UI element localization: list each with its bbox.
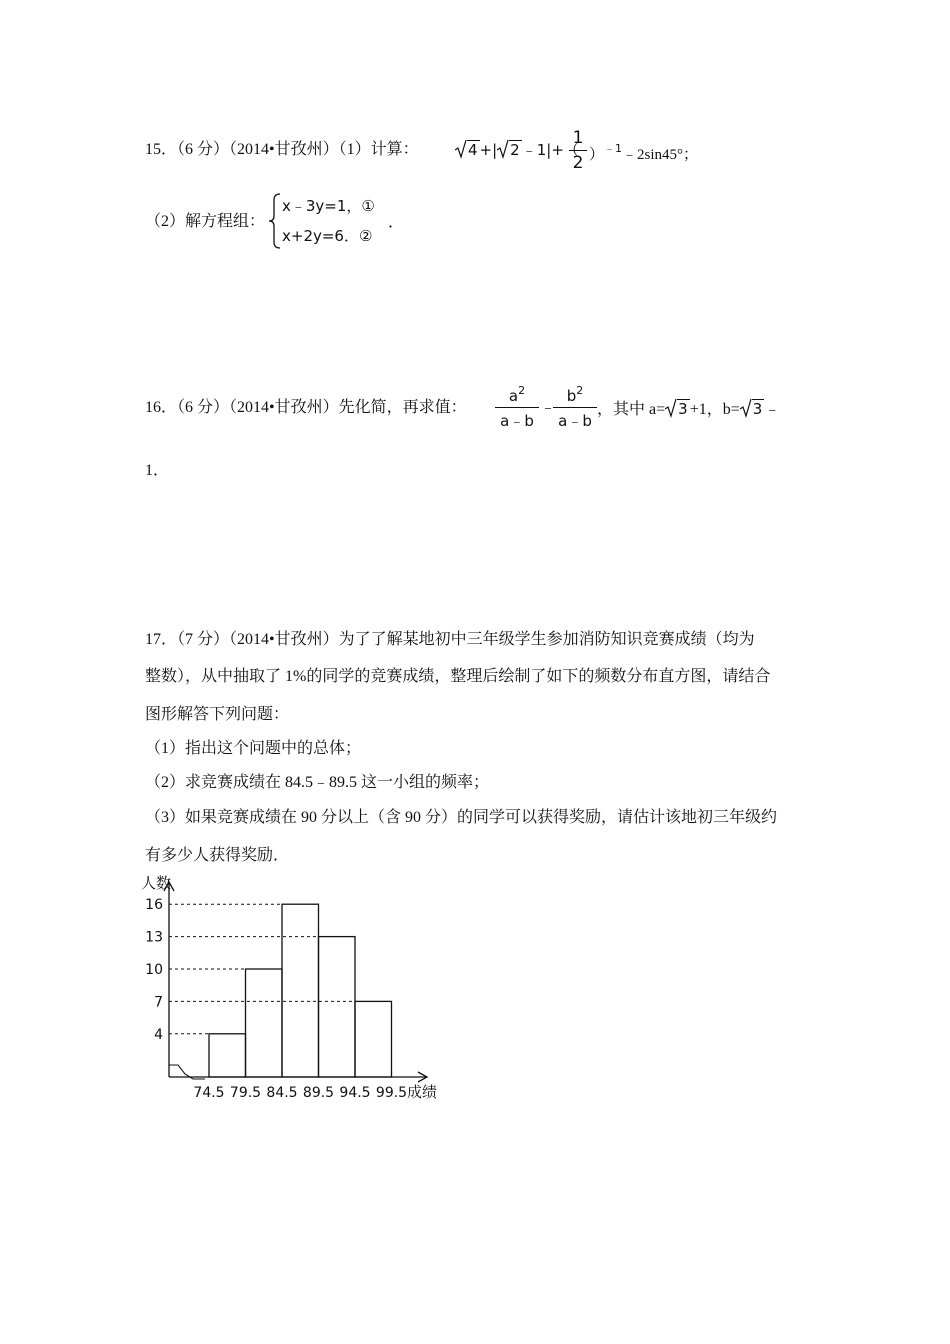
q16-stem: 先化简，再求值： xyxy=(338,399,467,416)
q16-cond-minus: ﹣ xyxy=(764,401,781,418)
x-tick-label-94.5: 94.5 xyxy=(339,1085,371,1101)
q15-score: （6 分） xyxy=(177,141,230,158)
frequency-histogram xyxy=(135,870,455,1105)
radical-sign-icon xyxy=(497,139,509,159)
x-tick-label-79.5: 79.5 xyxy=(229,1085,262,1101)
q17-score: （7 分） xyxy=(177,631,230,648)
q17-sub3b: 有多少人获得奖励． xyxy=(145,847,290,864)
y-tick-label-7: 7 xyxy=(154,994,163,1011)
q15-expression xyxy=(455,139,579,160)
q15-number: 15． xyxy=(145,141,178,158)
x-axis-label: 成绩 xyxy=(407,1083,438,1101)
q16-fraction-a xyxy=(495,384,539,431)
q15-line1 xyxy=(145,140,419,160)
q15-close-paren: ） xyxy=(589,145,605,163)
histogram-bar-74.5-79.5 xyxy=(209,1034,246,1077)
y-tick-label-16: 16 xyxy=(145,897,163,914)
q16-frac2-den: a﹣b xyxy=(558,412,592,430)
q17-sub2: （2）求竞赛成绩在 84.5﹣89.5 这一小组的频率； xyxy=(145,774,490,791)
q16-frac1-num-base: a xyxy=(508,387,519,405)
q16-score: （6 分） xyxy=(177,399,230,416)
q15-eq2: x+2y=6．② xyxy=(282,227,373,245)
q16-fraction-b xyxy=(553,384,597,431)
histogram-bar-84.5-89.5 xyxy=(282,904,319,1077)
q17-sub1: （1）指出这个问题中的总体； xyxy=(145,740,362,757)
sqrt-2: 2 xyxy=(497,139,522,160)
x-tick-label-89.5: 89.5 xyxy=(302,1085,335,1101)
q16-frac2-num-exp: 2 xyxy=(576,384,584,397)
left-brace-icon xyxy=(268,192,282,250)
q16-frac1-num-exp: 2 xyxy=(518,384,526,397)
q15-frac-den: 2 xyxy=(572,153,584,173)
q17-sub3: （3）如果竞赛成绩在 90 分以上（含 90 分）的同学可以获得奖励，请估计该地初三年级约 xyxy=(145,809,778,826)
y-tick-label-13: 13 xyxy=(145,929,163,946)
q16-minus: ﹣ xyxy=(540,399,557,416)
y-tick-label-4: 4 xyxy=(154,1026,163,1043)
q16-cond-mid: +1，b= xyxy=(689,401,740,418)
q16-number: 16． xyxy=(145,399,178,416)
q15-eq1: x﹣3y=1，① xyxy=(282,197,375,215)
y-axis-label: 人数 xyxy=(141,874,172,892)
q15-source: （2014•甘孜州） xyxy=(229,141,339,158)
x-tick-label-99.5: 99.5 xyxy=(375,1085,408,1101)
q15-abs-open: +| xyxy=(479,141,498,159)
q16-frac1-den: a﹣b xyxy=(500,412,534,430)
radical-sign-icon xyxy=(665,398,677,418)
x-tick-label-74.5: 74.5 xyxy=(193,1085,225,1101)
q15-eq-end: ． xyxy=(388,214,405,231)
q15-expression-tail xyxy=(589,139,698,165)
q15-abs-rest: ﹣1|+（ xyxy=(521,141,579,159)
q15-fraction-half xyxy=(569,128,587,173)
q16-cond-prefix: ，其中 a= xyxy=(597,401,666,418)
q17-number: 17． xyxy=(145,631,178,648)
q15-tail: ﹣2sin45°； xyxy=(622,147,699,163)
sqrt-3-a: 3 xyxy=(665,398,690,419)
q17-line1-tail: 为了了解某地初中三年级学生参加消防知识竞赛成绩（均为 xyxy=(338,631,755,648)
q16-frac2-num-base: b xyxy=(566,387,577,405)
radical-sign-icon xyxy=(740,398,752,418)
radical-sign-icon xyxy=(455,139,467,159)
x-tick-label-84.5: 84.5 xyxy=(266,1085,298,1101)
q15-frac-num: 1 xyxy=(569,128,587,151)
sqrt-4: 4 xyxy=(455,139,480,160)
q16-condition xyxy=(597,398,780,420)
histogram-bar-79.5-84.5 xyxy=(246,969,283,1077)
q15-exponent: ﹣1 xyxy=(604,142,623,155)
sqrt-3-b: 3 xyxy=(740,398,765,419)
q15-part1-label: （1）计算： xyxy=(338,141,419,158)
q16-cond-end: 1． xyxy=(145,462,170,479)
q16-line1 xyxy=(145,398,467,418)
q17-line1 xyxy=(145,630,755,650)
histogram-bar-94.5-99.5 xyxy=(355,1001,392,1077)
q16-source: （2014•甘孜州） xyxy=(229,399,339,416)
y-tick-label-10: 10 xyxy=(145,962,163,978)
q17-line3: 图形解答下列问题： xyxy=(145,706,290,723)
histogram-bar-89.5-94.5 xyxy=(319,937,356,1077)
q17-line2: 整数），从中抽取了 1%的同学的竞赛成绩，整理后绘制了如下的频数分布直方图，请结合 xyxy=(145,668,771,685)
q15-part2-label: （2）解方程组： xyxy=(145,213,266,230)
q17-source: （2014•甘孜州） xyxy=(229,631,339,648)
